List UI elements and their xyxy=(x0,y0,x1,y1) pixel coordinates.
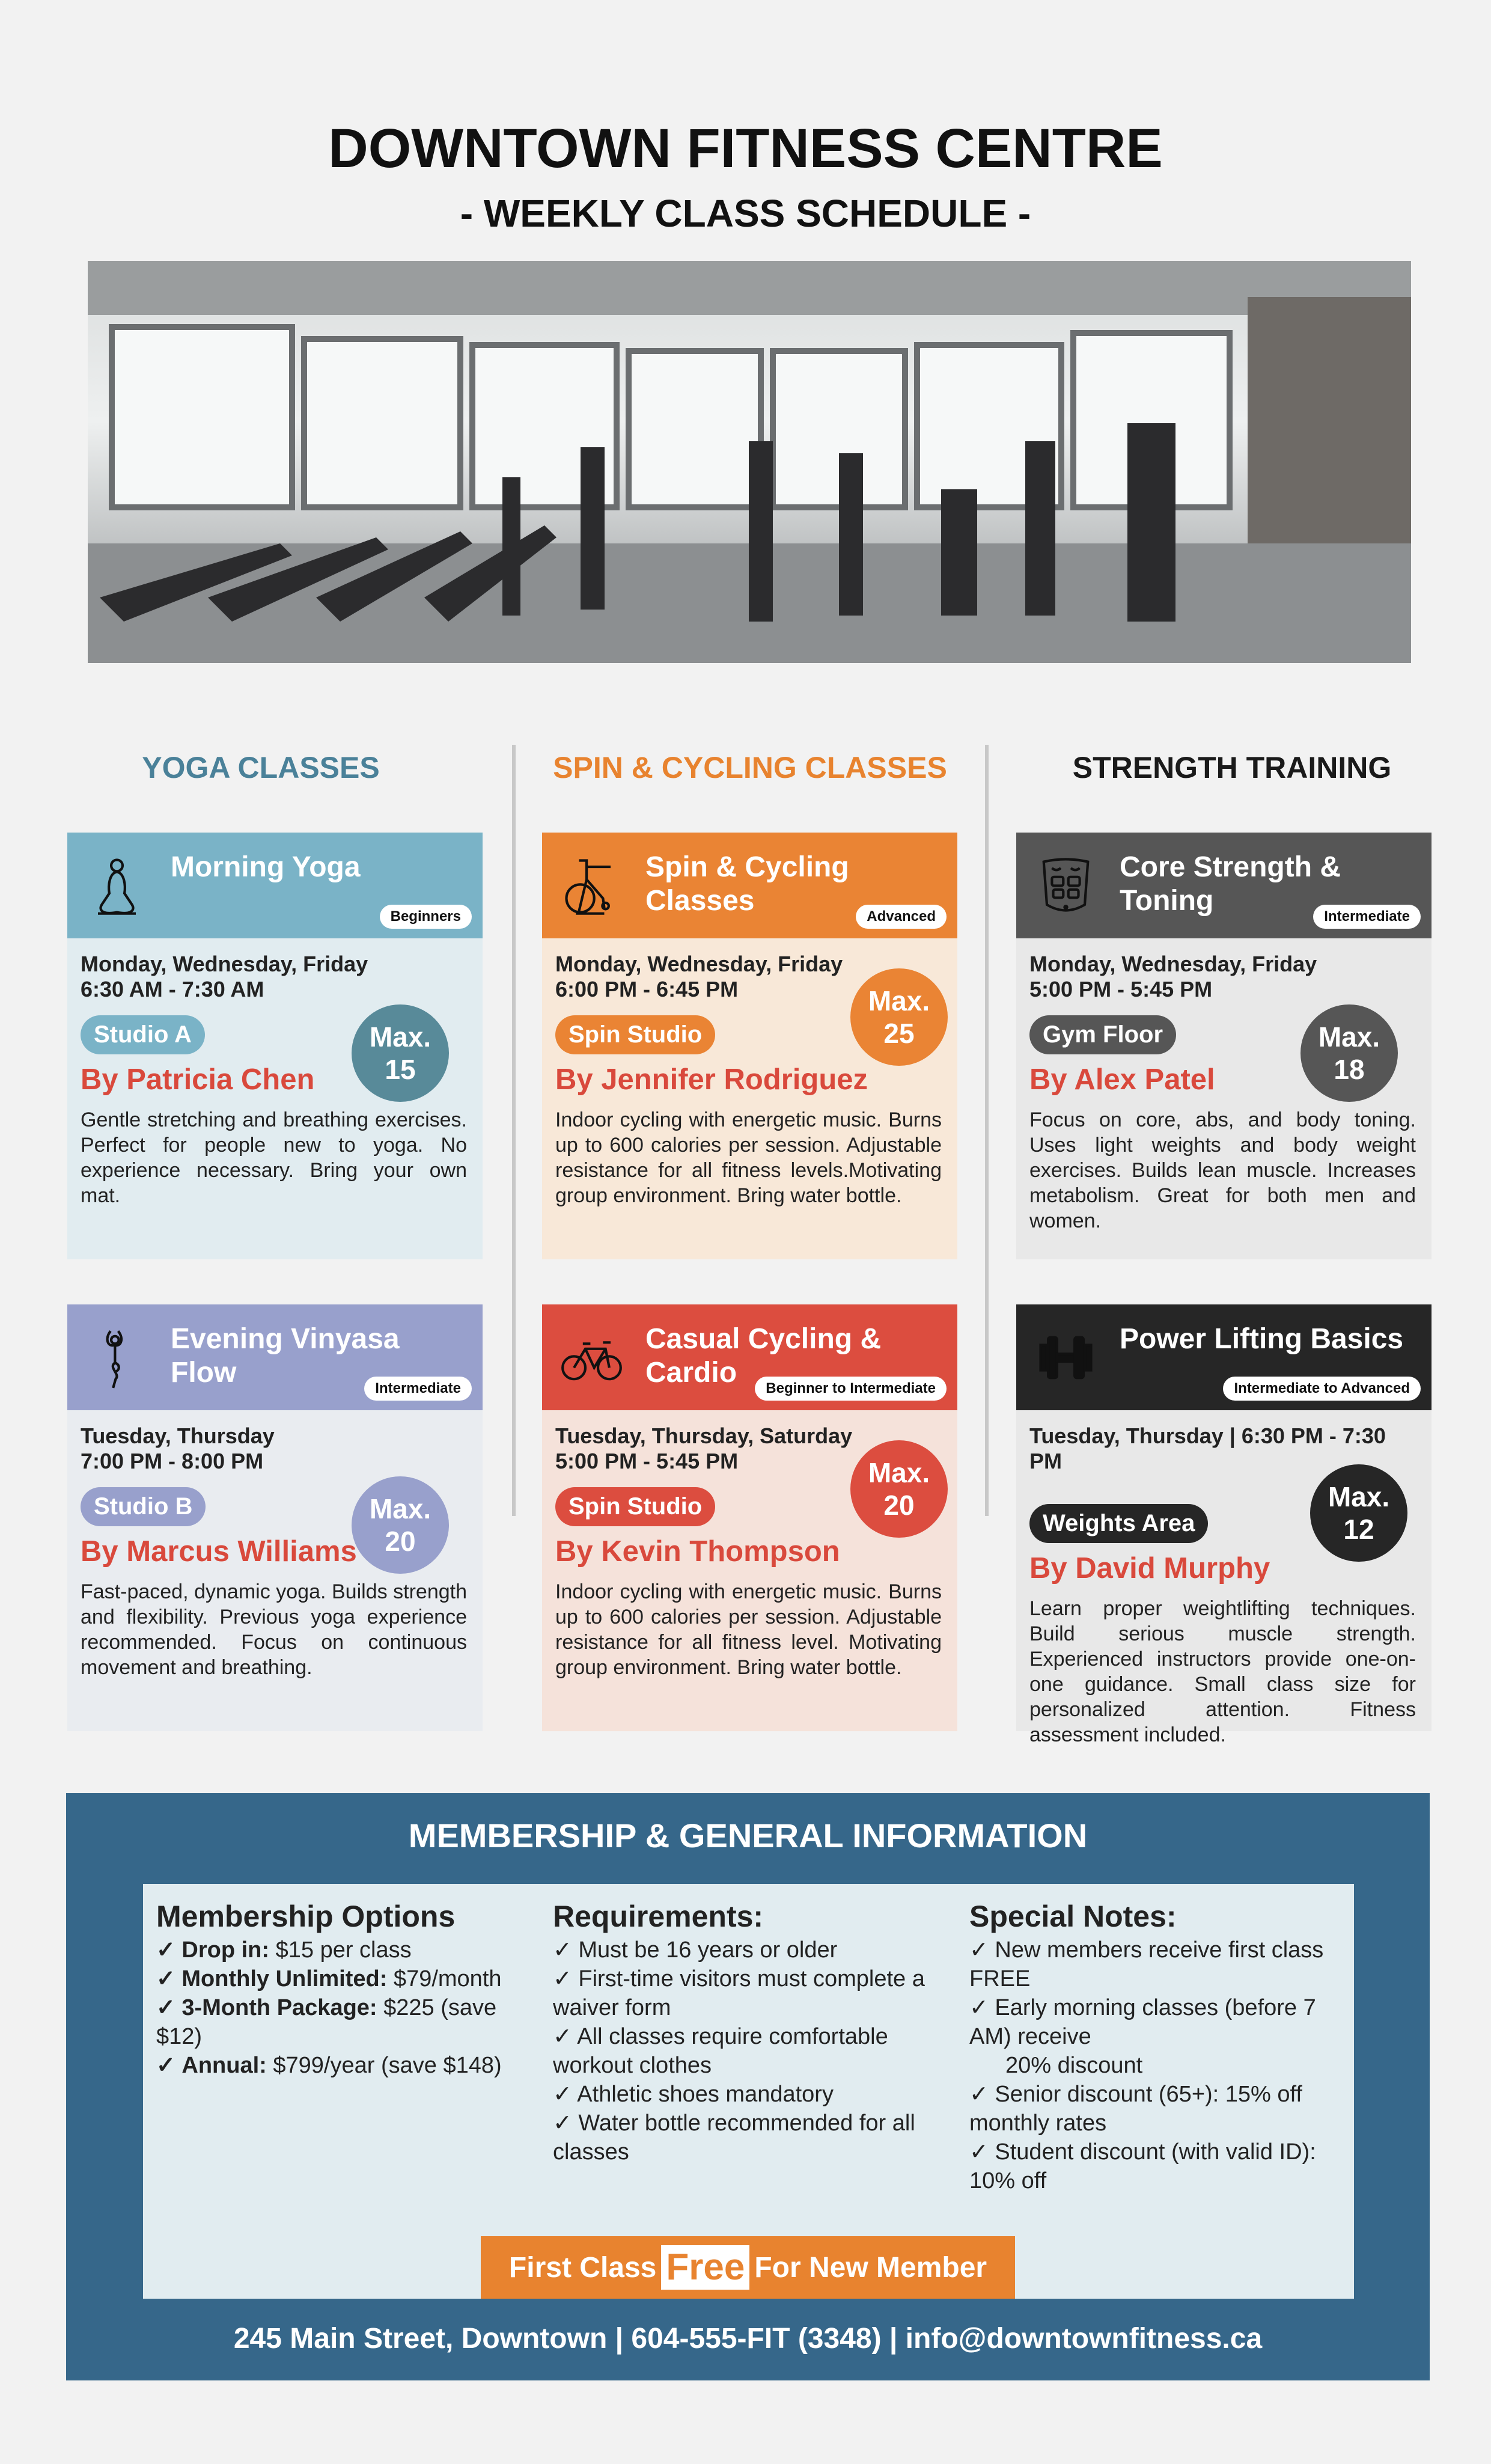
special-notes xyxy=(969,1902,1354,2195)
max-value: 12 xyxy=(1343,1514,1374,1545)
level-badge: Beginners xyxy=(380,905,472,929)
max-value: 20 xyxy=(883,1490,915,1521)
instructor-name: By Patricia Chen xyxy=(81,1063,315,1096)
column-divider xyxy=(512,745,516,1516)
membership-option xyxy=(156,1964,517,1993)
class-card-body xyxy=(542,1410,957,1731)
class-schedule: 6:00 PM - 6:45 PM xyxy=(555,977,739,1001)
membership-info-panel xyxy=(143,1884,1354,2299)
max-capacity-badge xyxy=(1300,1004,1398,1102)
membership-options-heading: Membership Options xyxy=(156,1900,456,1933)
location-pill: Spin Studio xyxy=(555,1015,715,1054)
class-card[interactable] xyxy=(1016,1304,1432,1746)
class-card-body xyxy=(1016,1410,1432,1746)
class-title: Evening Vinyasa Flow xyxy=(171,1323,400,1389)
max-capacity-badge xyxy=(352,1004,449,1102)
location-pill: Studio B xyxy=(81,1487,206,1526)
instructor-name: By Jennifer Rodriguez xyxy=(555,1063,868,1096)
class-description: Fast-paced, dynamic yoga. Builds strength and flexibility. Previous yoga experience recommended. Focus on continuous movement and breathing. xyxy=(81,1580,467,1679)
class-card[interactable] xyxy=(542,833,957,1259)
option-value: $79/month xyxy=(387,1966,502,1992)
max-value: 15 xyxy=(385,1054,416,1085)
requirements xyxy=(553,1902,938,2166)
requirements-heading: Requirements: xyxy=(553,1900,764,1933)
instructor-name: By David Murphy xyxy=(1029,1552,1270,1585)
class-schedule: Monday, Wednesday, Friday xyxy=(1029,952,1317,976)
membership-option xyxy=(156,2051,517,2080)
option-value: $225 (save $12) xyxy=(156,1995,497,2049)
class-card-header xyxy=(542,1304,957,1410)
option-label: Annual: xyxy=(181,2053,267,2078)
max-value: 25 xyxy=(883,1018,915,1049)
level-badge: Intermediate xyxy=(364,1377,472,1401)
max-label: Max. xyxy=(1328,1481,1390,1512)
note-item: ✓ Early morning classes (before 7 AM) receive xyxy=(969,1995,1316,2049)
requirement-item: ✓ Water bottle recommended for all classes xyxy=(553,2111,915,2165)
first-class-free-banner[interactable] xyxy=(481,2236,1015,2299)
note-item: ✓ New members receive first class FREE xyxy=(969,1937,1324,1992)
class-title: Casual Cycling & Cardio xyxy=(645,1323,882,1389)
class-card-header xyxy=(67,833,483,938)
class-schedule: Monday, Wednesday, Friday xyxy=(81,952,368,976)
class-schedule: Tuesday, Thursday, Saturday xyxy=(555,1423,853,1448)
note-item: ✓ Senior discount (65+): 15% off monthly rates xyxy=(969,2082,1302,2136)
membership-options xyxy=(156,1902,517,2080)
class-schedule: Monday, Wednesday, Friday xyxy=(555,952,843,976)
option-check: ✓ xyxy=(156,1995,175,2020)
page-subtitle: - WEEKLY CLASS SCHEDULE - xyxy=(460,192,1031,235)
level-badge: Beginner to Intermediate xyxy=(755,1377,947,1401)
max-capacity-badge xyxy=(850,968,948,1066)
dumbbell-icon xyxy=(1034,1326,1097,1389)
requirement-item: ✓ All classes require comfortable workout clothes xyxy=(553,2024,888,2078)
class-description: Gentle stretching and breathing exercises. Perfect for people new to yoga. No experience necessary. Bring your own mat. xyxy=(81,1108,467,1207)
requirement-item: ✓ Athletic shoes mandatory xyxy=(553,2082,834,2107)
class-description: Indoor cycling with energetic music. Burns up to 600 calories per session. Adjustable resistance for all fitness level. Motivating group environment. Bring water bottle. xyxy=(555,1580,942,1679)
class-description: Learn proper weightlifting techniques. Build serious muscle strength. Experienced instructors provide one-on-one guidance. Small class size for personalized attention. Fitness assessment included. xyxy=(1029,1597,1416,1746)
class-schedule: 6:30 AM - 7:30 AM xyxy=(81,977,264,1001)
max-capacity-badge xyxy=(1310,1464,1407,1562)
class-title: Core Strength & Toning xyxy=(1120,851,1341,917)
class-card-body xyxy=(542,938,957,1259)
meditation-icon xyxy=(85,854,148,917)
contact-footer: 245 Main Street, Downtown | 604-555-FIT (3348) | info@downtownfitness.ca xyxy=(233,2323,1263,2355)
max-value: 18 xyxy=(1334,1054,1365,1085)
special-notes-heading: Special Notes: xyxy=(969,1900,1177,1933)
option-check: ✓ xyxy=(156,2053,175,2078)
option-label: Drop in: xyxy=(181,1937,270,1963)
column-heading-spin: SPIN & CYCLING CLASSES xyxy=(553,751,947,784)
yoga-pose-icon xyxy=(85,1326,148,1389)
gym-photo xyxy=(88,261,1411,663)
abs-torso-icon xyxy=(1034,854,1097,917)
max-capacity-badge xyxy=(850,1440,948,1538)
cta-highlight: Free xyxy=(661,2245,749,2290)
max-label: Max. xyxy=(868,1457,930,1488)
gym-interior-image xyxy=(88,261,1411,663)
class-description: Indoor cycling with energetic music. Burns up to 600 calories per session. Adjustable resistance for all fitness levels.Motivating group environment. Bring water bottle. xyxy=(555,1108,942,1207)
max-label: Max. xyxy=(868,985,930,1016)
option-label: 3-Month Package: xyxy=(181,1995,377,2020)
class-title: Power Lifting Basics xyxy=(1120,1323,1404,1355)
class-card[interactable] xyxy=(1016,833,1432,1259)
option-value: $15 per class xyxy=(269,1937,412,1963)
option-value: $799/year (save $148) xyxy=(266,2053,502,2078)
column-heading-yoga: YOGA CLASSES xyxy=(142,751,380,784)
level-badge: Intermediate xyxy=(1313,905,1421,929)
class-schedule: 5:00 PM - 5:45 PM xyxy=(1029,977,1213,1001)
class-card-header xyxy=(67,1304,483,1410)
spin-bike-icon xyxy=(560,854,623,917)
class-description: Focus on core, abs, and body toning. Uses light weights and body weight exercises. Builds lean muscle. Increases metabolism. Great for both men and women. xyxy=(1029,1108,1416,1232)
location-pill: Weights Area xyxy=(1029,1504,1208,1543)
max-value: 20 xyxy=(385,1526,416,1557)
class-card-header xyxy=(1016,833,1432,938)
requirement-item: ✓ First-time visitors must complete a waiver form xyxy=(553,1966,925,2020)
class-card[interactable] xyxy=(542,1304,957,1731)
class-card[interactable] xyxy=(67,833,483,1259)
max-capacity-badge xyxy=(352,1476,449,1574)
location-pill: Gym Floor xyxy=(1029,1015,1176,1054)
column-heading-strength: STRENGTH TRAINING xyxy=(1072,751,1392,784)
membership-section xyxy=(66,1793,1430,2380)
class-title: Morning Yoga xyxy=(171,851,361,883)
max-label: Max. xyxy=(369,1021,431,1053)
level-badge: Advanced xyxy=(856,905,947,929)
note-item: ✓ Student discount (with valid ID): 10% off xyxy=(969,2139,1316,2193)
cta-before: First Class xyxy=(508,2251,657,2284)
membership-title: MEMBERSHIP & GENERAL INFORMATION xyxy=(408,1817,1088,1854)
class-card[interactable] xyxy=(67,1304,483,1731)
membership-option xyxy=(156,1993,517,2051)
page-title: DOWNTOWN FITNESS CENTRE xyxy=(328,118,1163,179)
column-divider xyxy=(985,745,989,1516)
membership-option xyxy=(156,1936,517,1964)
cta-after: For New Member xyxy=(754,2251,987,2284)
instructor-name: By Marcus Williams xyxy=(81,1535,357,1568)
note-item: 20% discount xyxy=(1005,2053,1143,2078)
requirement-item: ✓ Must be 16 years or older xyxy=(553,1937,838,1963)
class-schedule: 5:00 PM - 5:45 PM xyxy=(555,1449,739,1473)
class-card-header xyxy=(1016,1304,1432,1410)
level-badge: Intermediate to Advanced xyxy=(1223,1377,1421,1401)
class-title: Spin & Cycling Classes xyxy=(645,851,849,917)
class-schedule: 7:00 PM - 8:00 PM xyxy=(81,1449,264,1473)
bicycle-icon xyxy=(560,1326,623,1389)
class-card-body xyxy=(1016,938,1432,1259)
location-pill: Studio A xyxy=(81,1015,205,1054)
option-check: ✓ xyxy=(156,1937,175,1963)
class-schedule: Tuesday, Thursday xyxy=(81,1423,275,1448)
class-card-header xyxy=(542,833,957,938)
instructor-name: By Alex Patel xyxy=(1029,1063,1215,1096)
instructor-name: By Kevin Thompson xyxy=(555,1535,840,1568)
option-label: Monthly Unlimited: xyxy=(181,1966,388,1992)
class-card-body xyxy=(67,1410,483,1731)
location-pill: Spin Studio xyxy=(555,1487,715,1526)
max-label: Max. xyxy=(1318,1021,1380,1053)
class-card-body xyxy=(67,938,483,1259)
class-schedule: Tuesday, Thursday | 6:30 PM - 7:30 PM xyxy=(1029,1423,1386,1473)
max-label: Max. xyxy=(369,1493,431,1524)
option-check: ✓ xyxy=(156,1966,175,1992)
